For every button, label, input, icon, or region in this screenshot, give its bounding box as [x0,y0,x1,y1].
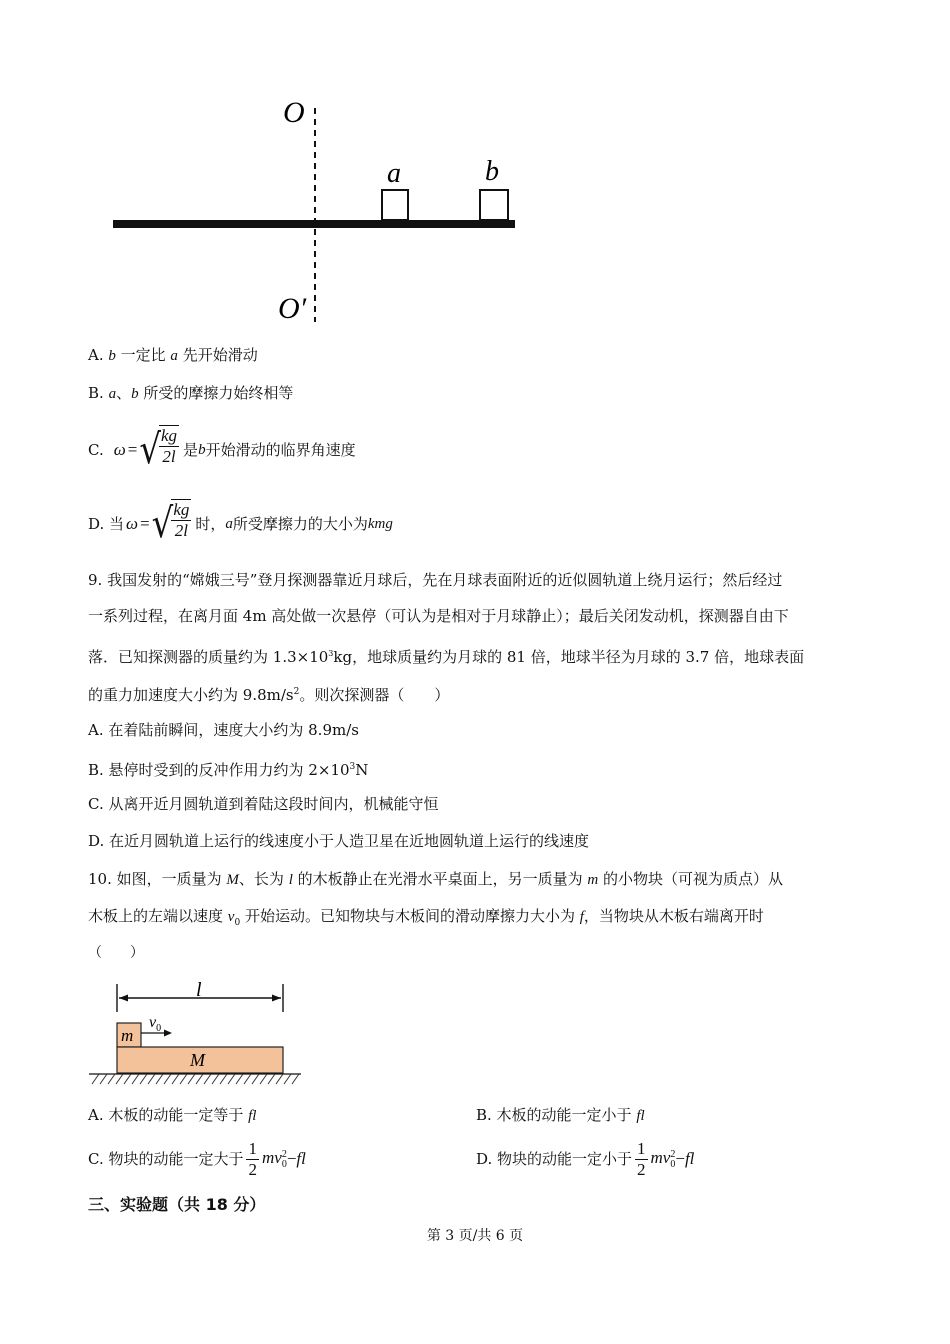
q10-l2-sub: 0 [234,918,241,928]
q8-b-var-b: b [131,386,139,402]
label-a: a [387,158,401,189]
q10-option-c [88,1137,306,1181]
q10-c-minus: − [286,1149,297,1168]
q8-b-sep: 、 [116,384,132,402]
length-arrow-head-left [119,995,128,1002]
q10-c-frac-num: 1 [248,1138,257,1158]
q10-b-fl: fl [636,1108,645,1124]
q10-l1-b: 、长为 [238,870,289,888]
q10-l1-c: 的木板静止在光滑水平桌面上，另一质量为 [292,870,588,888]
q8-c-numerator: kg [161,426,178,445]
q8-d-omega: ω [126,514,139,533]
length-label: l [196,979,202,1001]
length-arrow-head-right [272,995,281,1002]
q8-option-d [88,498,393,550]
q9-line4-a: 的重力加速度大小约为 9.8m/s [88,686,294,704]
q8-b-text: 所受的摩擦力始终相等 [138,384,294,402]
q9-line4-sup: 2 [293,687,300,697]
q10-l1-m: m [587,872,599,888]
q9-b-post: N [355,761,369,779]
q8-d-text2: 所受摩擦力的大小为 [232,515,368,533]
q9-line-3 [88,644,804,667]
q9-line4-b: 。则次探测器（ ） [299,686,450,704]
q8-option-a [88,345,258,366]
q10-l1-M: M [226,872,239,888]
section-3-heading: 三、实验题（共 18 分） [88,1195,266,1214]
velocity-label: $v_0$ [149,1014,162,1034]
q10-l2-v: v [227,909,235,925]
q8-option-c [88,424,356,476]
q10-d-fl: fl [684,1149,695,1168]
label-O-prime: O′ [278,292,307,325]
q9-option-a: A. 在着陆前瞬间，速度大小约为 8.9m/s [88,721,359,739]
q8-c-text2: 开始滑动的临界角速度 [205,441,356,459]
q8-d-kmg: kmg [367,516,393,532]
q10-line-3: （ ） [88,945,144,961]
q9-option-b [88,757,368,780]
rod [113,220,515,228]
q9-option-c: C. 从离开近月圆轨道到着陆这段时间内，机械能守恒 [88,795,439,813]
board-label: M [190,1050,205,1070]
q10-l2-f: f [579,909,584,925]
q10-d-frac-den: 2 [637,1159,646,1179]
q10-l1-l: l [288,872,293,888]
q8-d-equals: = [140,514,150,533]
q10-line-2 [88,906,764,933]
q8-c-var-b: b [198,442,206,458]
q10-c-frac-den: 2 [248,1159,257,1179]
q10-d-text: D. 物块的动能一定小于 [476,1150,633,1168]
page-footer: 第 3 页/共 6 页 [426,1228,524,1244]
q10-l2-c: ，当物块从木板右端离开时 [583,907,764,925]
q8-a-text2: 先开始滑动 [177,346,258,364]
q8-d-text1: 时， [195,515,226,533]
q8-a-var-a: a [170,348,178,364]
q10-option-a [88,1105,256,1126]
q10-d-fraction [635,1139,648,1180]
q9-line-1: 9. 我国发射的“嫦娥三号”登月探测器靠近月球后，先在月球表面附近的近似圆轨道上绕月运行；然后经过 [88,571,783,589]
q10-option-d [476,1137,694,1181]
q10-d-mv: mv 2 0 [650,1148,676,1170]
q9-b-sup: 3 [349,762,356,772]
q9-line3-a: 落．已知探测器的质量约为 1.3×10 [88,648,329,666]
q10-l2-a: 木板上的左端以速度 [88,907,228,925]
label-b: b [485,156,499,187]
q8-b-var-a: a [108,386,117,402]
q10-c-mv: mv 2 0 [261,1148,287,1170]
q10-l1-d: 的小物块（可视为质点）从 [598,870,784,888]
q8-d-var-a: a [225,516,233,532]
q10-l2-b: 开始运动。已知物块与木板间的滑动摩擦力大小为 [240,907,580,925]
q8-c-prefix: C. [88,441,104,459]
q9-option-d: D. 在近月圆轨道上运行的线速度小于人造卫星在近地圆轨道上运行的线速度 [88,832,590,850]
velocity-arrow-head [164,1030,172,1037]
q10-l1-a: 10. 如图，一质量为 [88,870,227,888]
label-O: O [283,96,305,129]
q8-c-sqrt: √ $\frac{kg}{2l}$ [139,426,178,474]
q10-option-b [476,1105,645,1126]
q8-c-equals: = [127,440,138,459]
q8-option-b [88,383,293,404]
q9-line-4 [88,682,449,705]
q8-d-numerator: kg [173,500,190,519]
q10-a-text: A. 木板的动能一定等于 [88,1106,249,1124]
q9-line-2: 一系列过程，在离月面 4m 高处做一次悬停（可认为是相对于月球静止）；最后关闭发动机，探测器自由下 [88,607,789,625]
q8-a-var-b: b [108,348,116,364]
board-block-figure [86,978,306,1090]
q10-a-fl: fl [248,1108,257,1124]
q10-line-1 [88,869,783,890]
q9-line3-sup: 3 [328,649,334,658]
q8-c-omega: ω [113,440,126,459]
block-a [382,190,408,220]
q8-c-text1: 是 [183,441,199,459]
q8-d-sqrt: √ $\frac{kg}{2l}$ [151,500,190,548]
q8-b-prefix: B. [88,384,109,402]
q10-c-text: C. 物块的动能一定大于 [88,1150,244,1168]
q10-c-fl: fl [296,1149,306,1168]
small-block-label: m [121,1026,134,1045]
q8-a-text1: 一定比 [115,346,171,364]
q10-c-fraction [246,1139,259,1180]
ground-hatching [92,1074,299,1084]
q8-d-prefix: D. 当 [88,515,125,533]
q9-line3-b: kg，地球质量约为月球的 81 倍，地球半径为月球的 3.7 倍，地球表面 [333,648,805,666]
rotating-rod-figure [100,90,530,330]
q9-b-pre: B. 悬停时受到的反冲作用力约为 2×10 [88,761,350,779]
q8-c-denominator: 2l [162,447,176,466]
q10-b-text: B. 木板的动能一定小于 [476,1106,637,1124]
q10-d-frac-num: 1 [637,1138,646,1158]
q8-a-prefix: A. [88,346,109,364]
q10-d-minus: − [675,1149,685,1168]
q8-d-denominator: 2l [174,521,188,540]
block-b [480,190,508,220]
